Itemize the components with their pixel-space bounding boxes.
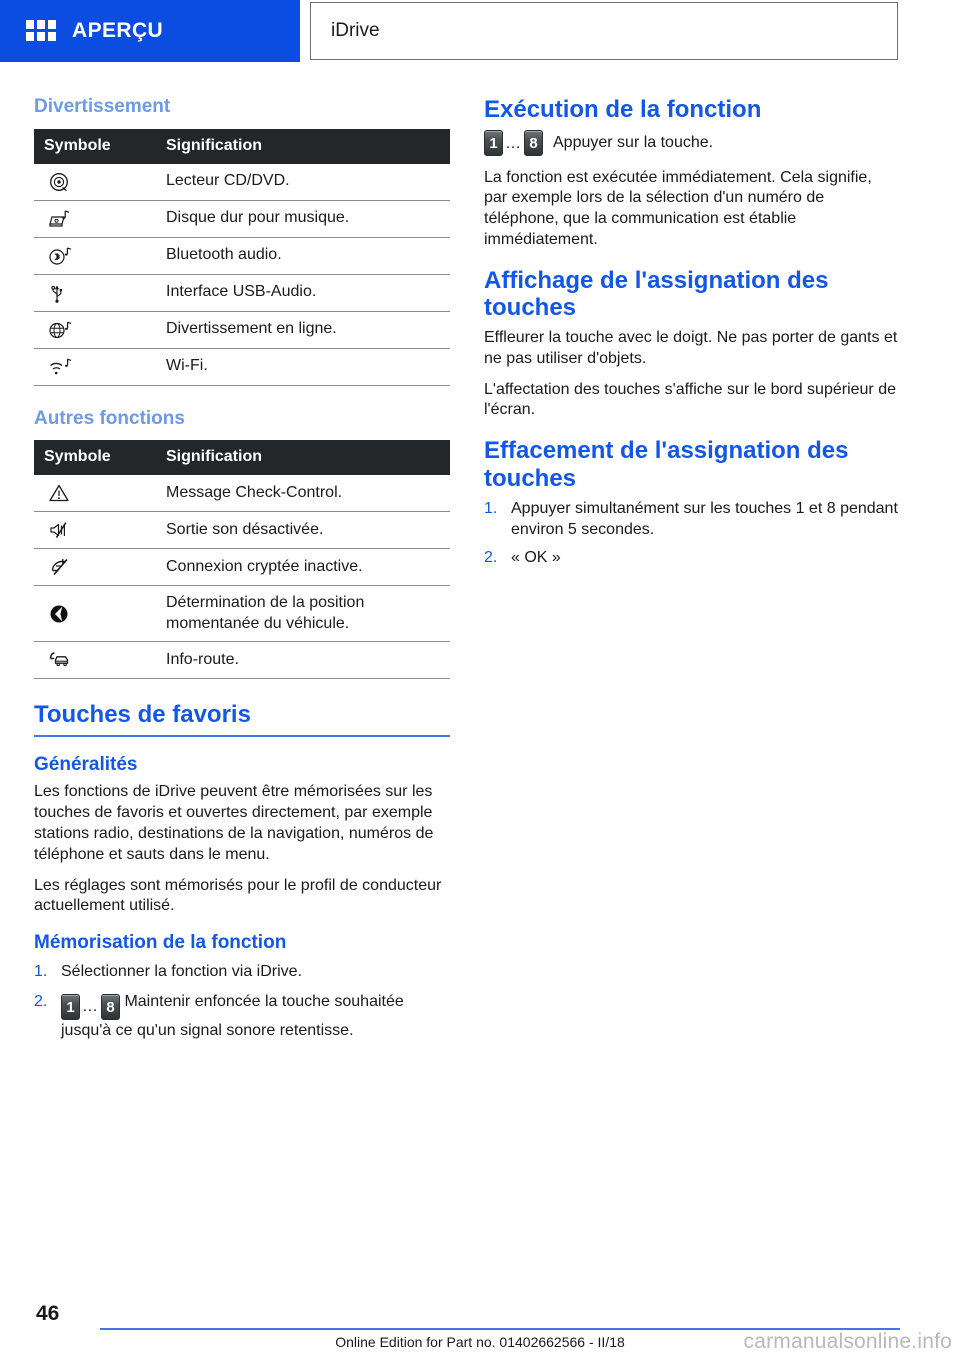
favorite-key-range[interactable] (61, 994, 120, 1020)
cell-meaning: Détermination de la position momentanée du véhicule. (156, 586, 450, 642)
cell-meaning: Bluetooth audio. (156, 237, 450, 274)
table-header-row (34, 440, 450, 475)
list-item-text: Maintenir enfoncée la touche souhaitée jusqu'à ce qu'un signal sonore retentisse. (61, 993, 404, 1040)
table-row (34, 274, 450, 311)
execution-key-text: Appuyer sur la touche. (553, 133, 714, 151)
page-number: 46 (36, 1302, 60, 1325)
position-compass-icon (34, 586, 156, 642)
list-item (484, 547, 898, 568)
col-header-symbole: Symbole (34, 129, 156, 164)
traffic-info-icon (34, 642, 156, 679)
online-entertainment-icon (34, 311, 156, 348)
table-header-row (34, 129, 450, 164)
wifi-music-icon (34, 348, 156, 385)
page-footer (0, 1290, 960, 1362)
warning-triangle-icon (34, 475, 156, 512)
tab-idrive[interactable] (310, 2, 898, 60)
list-item-number: 2. (484, 548, 498, 566)
list-item (34, 961, 450, 982)
cell-meaning: Message Check-Control. (156, 475, 450, 512)
section-title-affichage: Affichage de l'assignation des touches (484, 266, 829, 322)
cell-meaning: Sortie son désactivée. (156, 512, 450, 549)
subsection-title-generalites: Généralités (34, 753, 138, 775)
key-range-ellipsis: … (505, 134, 522, 152)
title-underline (34, 735, 450, 737)
table-row (34, 475, 450, 512)
list-item-number: 2. (34, 993, 48, 1011)
list-item-number: 1. (34, 963, 48, 980)
cell-meaning: Wi-Fi. (156, 348, 450, 385)
list-item (34, 991, 450, 1041)
page-header (0, 0, 960, 64)
usb-icon (34, 274, 156, 311)
encryption-inactive-icon (34, 549, 156, 586)
cell-meaning: Disque dur pour musique. (156, 200, 450, 237)
section-title-autres-fonctions: Autres fonctions (34, 407, 185, 429)
list-item-text: Appuyer simultanément sur les touches 1 et 8 pendant environ 5 secondes. (511, 500, 898, 539)
footer-edition-note: Online Edition for Part no. 01402662566 - II/18 (335, 1334, 625, 1350)
table-divertissement (34, 129, 450, 386)
table-row (34, 311, 450, 348)
favorite-key-1[interactable]: 1 (484, 130, 503, 156)
table-autres-fonctions (34, 440, 450, 679)
generalites-paragraph-1: Les fonctions de iDrive peuvent être mémorisées sur les touches de favoris et ouvertes directement, par exemple stations radio, destinations de la navigation, numéros de téléphone et sauts dans le menu. (34, 783, 434, 863)
tab-apercu-label: APERÇU (72, 19, 164, 42)
col-header-symbole: Symbole (34, 440, 156, 475)
cell-meaning: Info-route. (156, 642, 450, 679)
favorite-key-1[interactable]: 1 (61, 994, 80, 1020)
memorisation-step-list (34, 961, 450, 1041)
section-title-effacement: Effacement de l'assignation des touches (484, 437, 849, 492)
list-item-text: Sélectionner la fonction via iDrive. (61, 963, 303, 980)
section-title-execution: Exécution de la fonction (484, 96, 762, 123)
tab-idrive-label: iDrive (331, 20, 380, 41)
table-row (34, 348, 450, 385)
affichage-paragraph-2: L'affectation des touches s'affiche sur le bord supérieur de l'écran. (484, 380, 896, 419)
list-item-text: « OK » (511, 548, 561, 566)
tab-apercu[interactable] (0, 0, 300, 62)
cell-meaning: Lecteur CD/DVD. (156, 164, 450, 201)
list-item-number: 1. (484, 500, 498, 518)
generalites-paragraph-2: Les réglages sont mémorisés pour le profil de conducteur actuellement utilisé. (34, 876, 442, 915)
right-column (484, 96, 898, 572)
table-row (34, 642, 450, 679)
section-title-divertissement: Divertissement (34, 96, 171, 117)
page-title-touches-de-favoris: Touches de favoris (34, 701, 251, 729)
table-row (34, 549, 450, 586)
favorite-key-8[interactable]: 8 (101, 994, 120, 1020)
key-range-ellipsis: … (82, 998, 99, 1015)
table-row (34, 237, 450, 274)
cell-meaning: Interface USB-Audio. (156, 274, 450, 311)
execution-paragraph-1: La fonction est exécutée immédiatement. Cela signifie, par exemple lors de la sélection d'un numéro de téléphone, que la communication est établie immédiatement. (484, 168, 872, 248)
left-column (34, 96, 450, 1045)
col-header-signification: Signification (156, 440, 450, 475)
bluetooth-audio-icon (34, 237, 156, 274)
list-item (484, 498, 898, 540)
execution-key-instruction (484, 130, 898, 156)
grid-icon (26, 20, 56, 42)
speaker-mute-icon (34, 512, 156, 549)
favorite-key-range[interactable] (484, 130, 543, 156)
effacement-step-list (484, 498, 898, 567)
subsection-title-memorisation: Mémorisation de la fonction (34, 932, 287, 954)
col-header-signification: Signification (156, 129, 450, 164)
cell-meaning: Connexion cryptée inactive. (156, 549, 450, 586)
table-row (34, 200, 450, 237)
hard-disk-music-icon (34, 200, 156, 237)
table-row (34, 512, 450, 549)
table-row (34, 586, 450, 642)
table-row (34, 164, 450, 201)
affichage-paragraph-1: Effleurer la touche avec le doigt. Ne pas porter de gants et ne pas utiliser d'objets. (484, 328, 898, 367)
favorite-key-8[interactable]: 8 (524, 130, 543, 156)
cell-meaning: Divertissement en ligne. (156, 311, 450, 348)
watermark-text: carmanualsonline.info (743, 1330, 952, 1353)
cd-dvd-disc-icon (34, 164, 156, 201)
